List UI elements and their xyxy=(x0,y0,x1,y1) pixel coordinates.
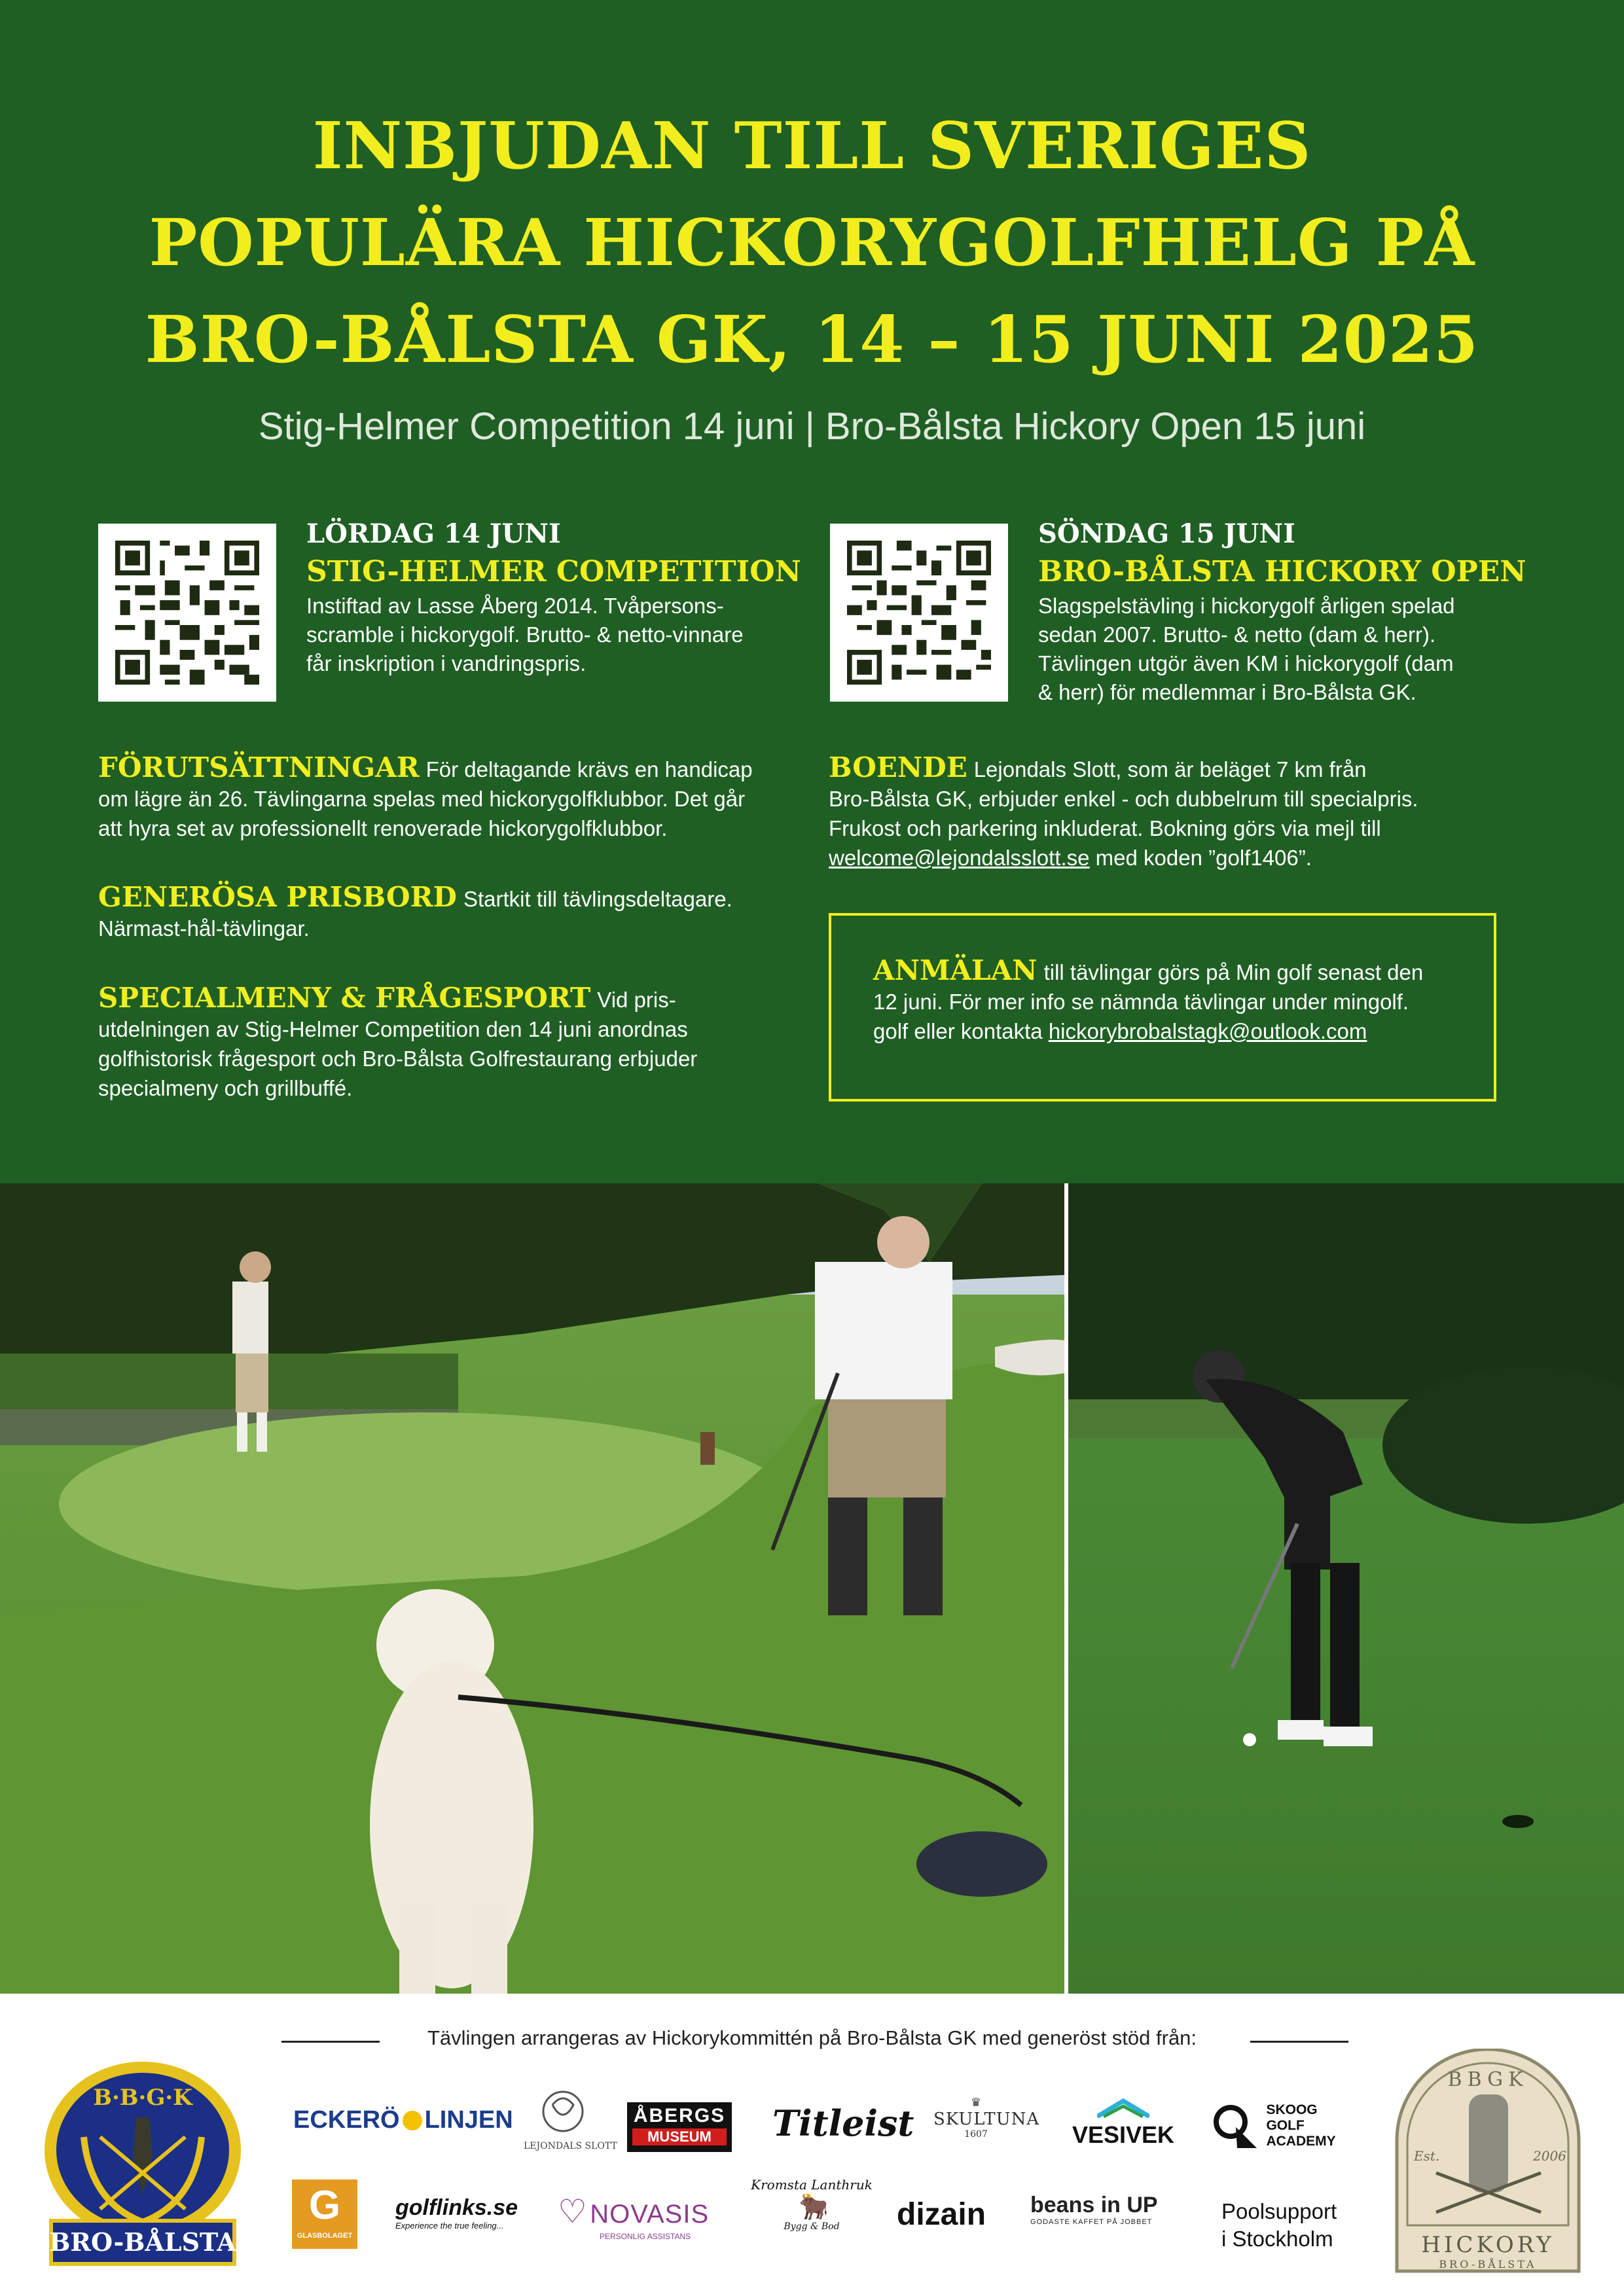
sunday-desc-line: & herr) för medlemmar i Bro-Bålsta GK. xyxy=(1038,680,1416,704)
section-text: golfhistorisk frågesport och Bro-Bålsta Golfrestaurang erbjuder xyxy=(98,1047,698,1071)
sponsor-text: Experience the true feeling... xyxy=(395,2221,504,2231)
sponsor-golflinks xyxy=(395,2195,518,2231)
section-text: Frukost och parkering inkluderat. Bokning görs via mejl till xyxy=(829,816,1381,840)
left-logo-top: B·B·G·K xyxy=(93,2085,192,2111)
sponsor-kromsta-lanthruk xyxy=(746,2177,877,2232)
section-heading: SPECIALMENY & FRÅGESPORT xyxy=(98,982,591,1014)
section-text: golf eller kontakta xyxy=(873,1019,1049,1043)
sponsor-text: SKULTUNA xyxy=(933,2109,1040,2129)
footer-sponsor-text: Tävlingen arrangeras av Hickorykommittén på Bro-Bålsta GK med generöst stöd från: xyxy=(427,2026,1197,2049)
sponsor-lejondals-slott xyxy=(524,2085,617,2151)
section-text: För deltagande krävs en handicap xyxy=(425,757,753,781)
sponsor-beans-in-up xyxy=(1030,2193,1158,2226)
sponsor-text: PERSONLIG ASSISTANS xyxy=(600,2232,691,2241)
boende-email-link[interactable]: welcome@lejondalsslott.se xyxy=(829,846,1090,870)
photo-golfers-with-dog xyxy=(0,1183,1064,1994)
boende-section xyxy=(829,753,1536,872)
sponsor-titleist: Titleist xyxy=(772,2102,914,2144)
section-text: Närmast-hål-tävlingar. xyxy=(98,916,310,941)
sunday-event: BRO-BÅLSTA HICKORY OPEN xyxy=(1038,555,1526,588)
anmalan-email-link[interactable]: hickorybrobalstagk@outlook.com xyxy=(1048,1019,1367,1043)
bull-icon: 🐂 xyxy=(795,2192,828,2222)
saturday-description xyxy=(306,592,744,678)
sponsor-eckero-linjen xyxy=(293,2106,513,2134)
sunday-day: SÖNDAG 15 JUNI xyxy=(1038,518,1295,549)
section-heading: BOENDE xyxy=(829,751,967,783)
sponsor-text: golflinks.se xyxy=(395,2195,518,2220)
title-line-3: BRO-BÅLSTA GK, 14 – 15 JUNI 2025 xyxy=(145,302,1479,378)
forutsattningar-section xyxy=(98,753,805,843)
sponsor-abergs-museum xyxy=(627,2102,732,2152)
sponsor-text: GOLF xyxy=(1266,2118,1305,2133)
sponsor-glasbolaget xyxy=(292,2179,357,2249)
right-logo-sub: BRO-BÅLSTA xyxy=(1439,2258,1537,2270)
section-text: specialmeny och grillbuffé. xyxy=(98,1076,353,1100)
prisbord-section xyxy=(98,882,805,943)
sponsor-text: LINJEN xyxy=(424,2106,513,2134)
sponsor-text: SKOOG xyxy=(1266,2102,1318,2117)
section-text: Startkit till tävlingsdeltagare. xyxy=(463,887,732,911)
poster-subtitle: Stig-Helmer Competition 14 juni | Bro-Bålsta Hickory Open 15 juni xyxy=(258,405,1366,448)
sponsor-text: LEJONDALS SLOTT xyxy=(524,2141,617,2151)
specialmeny-section xyxy=(98,983,805,1103)
vesivek-roof-icon xyxy=(1097,2098,1149,2118)
sunday-desc-line: sedan 2007. Brutto- & netto (dam & herr). xyxy=(1038,622,1436,647)
saturday-event: STIG-HELMER COMPETITION xyxy=(306,555,801,588)
poster-title xyxy=(0,98,1624,389)
section-heading: GENERÖSA PRISBORD xyxy=(98,881,457,913)
skoog-logo-icon xyxy=(1211,2102,1261,2152)
sponsor-text: Bygg & Bod xyxy=(784,2221,840,2232)
crown-icon: ♛ xyxy=(970,2096,982,2109)
heart-icon: ♡ xyxy=(558,2193,587,2230)
bbgk-club-logo xyxy=(38,2058,247,2268)
section-heading: ANMÄLAN xyxy=(873,954,1038,986)
section-text: utdelningen av Stig-Helmer Competition den 14 juni anordnas xyxy=(98,1017,688,1041)
bbgk-hickory-logo xyxy=(1390,2049,1585,2278)
glasbolaget-g-icon: G xyxy=(308,2183,341,2228)
qr-code-sunday[interactable] xyxy=(830,524,1008,702)
section-text: till tävlingar görs på Min golf senast den xyxy=(1043,960,1424,984)
sponsor-text: VESIVEK xyxy=(1072,2121,1175,2148)
right-logo-name: HICKORY xyxy=(1421,2232,1555,2258)
right-logo-top: BBGK xyxy=(1447,2068,1528,2091)
saturday-desc-line: scramble i hickorygolf. Brutto- & netto-vinnare xyxy=(306,622,744,647)
sponsor-novasis xyxy=(558,2193,710,2241)
sponsor-text: ACADEMY xyxy=(1266,2134,1336,2149)
sunday-desc-line: Tävlingen utgör även KM i hickorygolf (dam xyxy=(1038,651,1454,675)
section-text: 12 juni. För mer info se nämnda tävlingar under mingolf. xyxy=(873,990,1409,1014)
saturday-desc-line: Instiftad av Lasse Åberg 2014. Tvåpersons- xyxy=(306,594,724,618)
saturday-desc-line: får inskription i vandringspris. xyxy=(306,651,586,675)
section-text: Bro-Bålsta GK, erbjuder enkel - och dubbelrum till specialpris. xyxy=(829,787,1418,811)
section-text: om lägre än 26. Tävlingarna spelas med hickorygolfklubbor. Det går xyxy=(98,787,746,811)
saturday-day: LÖRDAG 14 JUNI xyxy=(306,518,561,549)
qr-code-icon xyxy=(115,541,259,685)
photo-golfer-putting xyxy=(1068,1183,1624,1994)
sponsor-text: ÅBERGS xyxy=(633,2105,726,2126)
section-heading: FÖRUTSÄTTNINGAR xyxy=(98,751,420,783)
sponsor-text: Kromsta Lanthruk xyxy=(751,2177,873,2193)
lejondal-crest-icon xyxy=(537,2085,589,2138)
sponsor-text: GLASBOLAGET xyxy=(297,2232,353,2240)
sponsor-text: 1607 xyxy=(964,2129,988,2140)
section-text: att hyra set av professionellt renoverade hickorygolfklubbor. xyxy=(98,816,668,840)
sponsor-skultuna xyxy=(933,2096,1040,2140)
section-text: med koden ”golf1406”. xyxy=(1089,846,1312,870)
section-text: Vid pris- xyxy=(597,988,676,1012)
title-line-1: INBJUDAN TILL SVERIGES xyxy=(312,109,1312,184)
sponsor-text: i Stockholm xyxy=(1221,2227,1333,2251)
sponsor-text: NOVASIS xyxy=(590,2200,710,2229)
sponsor-dizain: dizain xyxy=(897,2197,986,2232)
sponsor-text: MUSEUM xyxy=(632,2128,727,2145)
left-logo-bottom: BRO-BÅLSTA xyxy=(49,2227,236,2257)
sponsor-poolsupport xyxy=(1221,2198,1337,2253)
sponsor-text: beans in UP xyxy=(1030,2193,1158,2217)
anmalan-section xyxy=(873,956,1489,1046)
eckero-dot-icon xyxy=(403,2111,422,2130)
sunday-desc-line: Slagspelstävling i hickorygolf årligen spelad xyxy=(1038,594,1455,618)
sponsor-text: ECKERÖ xyxy=(293,2106,400,2134)
title-line-2: POPULÄRA HICKORYGOLFHELG PÅ xyxy=(149,206,1475,281)
sponsor-skoog-golf-academy xyxy=(1211,2102,1336,2152)
section-text: Lejondals Slott, som är beläget 7 km från xyxy=(973,757,1367,781)
right-logo-year: 2006 xyxy=(1533,2148,1566,2164)
right-logo-est: Est. xyxy=(1414,2148,1440,2164)
sponsor-text: Poolsupport xyxy=(1221,2199,1337,2223)
qr-code-icon xyxy=(847,541,991,685)
sponsor-vesivek xyxy=(1071,2098,1176,2149)
sponsor-text: GODASTE KAFFET PÅ JOBBET xyxy=(1030,2218,1153,2226)
sunday-description xyxy=(1038,592,1455,707)
qr-code-saturday[interactable] xyxy=(98,524,276,702)
